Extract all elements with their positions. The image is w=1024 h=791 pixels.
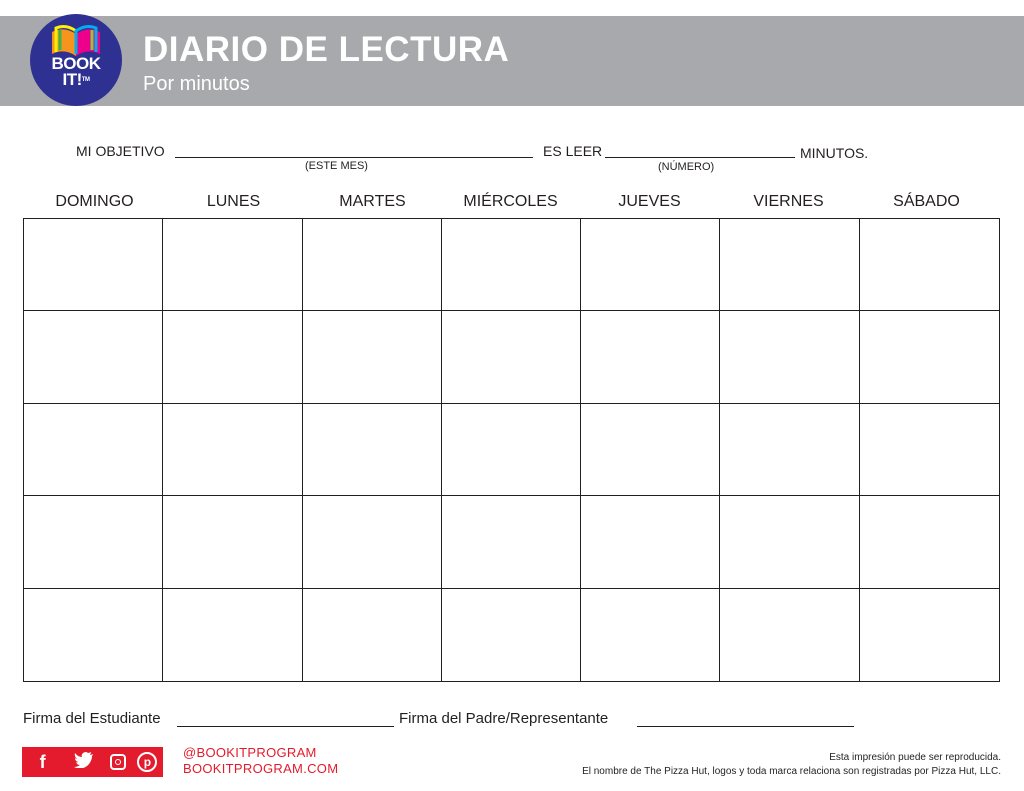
log-cell[interactable] <box>303 589 442 681</box>
legal-reproduction-note: Esta impresión puede ser reproducida. <box>829 752 1001 763</box>
log-cell[interactable] <box>720 496 859 588</box>
day-header-jueves: JUEVES <box>618 193 681 210</box>
log-cell[interactable] <box>442 311 581 403</box>
student-signature-line[interactable] <box>177 726 394 727</box>
day-header-lunes: LUNES <box>206 193 261 210</box>
goal-month-line[interactable] <box>175 157 533 158</box>
goal-number-line[interactable] <box>605 157 795 158</box>
facebook-icon[interactable]: f <box>39 751 46 772</box>
log-cell[interactable] <box>581 496 720 588</box>
log-cell[interactable] <box>163 219 302 311</box>
log-cell[interactable] <box>163 311 302 403</box>
log-cell[interactable] <box>303 404 442 496</box>
log-cell[interactable] <box>720 404 859 496</box>
book-it-logo <box>30 14 122 106</box>
log-cell[interactable] <box>303 311 442 403</box>
log-cell[interactable] <box>860 589 999 681</box>
log-cell[interactable] <box>720 311 859 403</box>
parent-signature-line[interactable] <box>637 726 854 727</box>
month-hint: (ESTE MES) <box>305 160 368 172</box>
read-label: ES LEER <box>543 143 603 159</box>
student-signature-label: Firma del Estudiante <box>23 710 161 727</box>
instagram-icon[interactable] <box>110 754 126 770</box>
parent-signature-label: Firma del Padre/Representante <box>399 710 609 727</box>
log-cell[interactable] <box>163 496 302 588</box>
log-cell[interactable] <box>24 589 163 681</box>
website-link[interactable]: BOOKITPROGRAM.COM <box>183 761 339 776</box>
log-cell[interactable] <box>442 404 581 496</box>
log-cell[interactable] <box>303 496 442 588</box>
goal-label: MI OBJETIVO <box>76 143 165 159</box>
minutes-label: MINUTOS. <box>800 145 869 161</box>
log-cell[interactable] <box>581 404 720 496</box>
logo-wordmark: BOOK IT!™ <box>51 54 101 89</box>
page-subtitle: Por minutos <box>143 73 250 95</box>
log-cell[interactable] <box>581 219 720 311</box>
log-cell[interactable] <box>303 219 442 311</box>
log-cell[interactable] <box>860 496 999 588</box>
log-cell[interactable] <box>442 496 581 588</box>
social-bar <box>22 747 163 777</box>
log-cell[interactable] <box>860 311 999 403</box>
log-cell[interactable] <box>24 311 163 403</box>
log-cell[interactable] <box>24 404 163 496</box>
log-cell[interactable] <box>163 589 302 681</box>
log-cell[interactable] <box>442 589 581 681</box>
log-cell[interactable] <box>24 496 163 588</box>
log-cell[interactable] <box>581 311 720 403</box>
twitter-icon[interactable] <box>69 752 99 773</box>
day-header-domingo: DOMINGO <box>55 193 134 210</box>
day-header-viernes: VIERNES <box>753 193 824 210</box>
day-header-martes: MARTES <box>339 193 406 210</box>
log-cell[interactable] <box>860 219 999 311</box>
page-title: DIARIO DE LECTURA <box>143 30 510 69</box>
log-cell[interactable] <box>720 589 859 681</box>
log-cell[interactable] <box>442 219 581 311</box>
pinterest-icon[interactable]: p <box>137 752 157 772</box>
reading-log-grid <box>23 218 1000 682</box>
log-cell[interactable] <box>860 404 999 496</box>
number-hint: (NÚMERO) <box>658 161 715 173</box>
log-cell[interactable] <box>163 404 302 496</box>
log-cell[interactable] <box>720 219 859 311</box>
log-cell[interactable] <box>24 219 163 311</box>
day-header-miercoles: MIÉRCOLES <box>463 193 558 210</box>
social-handle-link[interactable]: @BOOKITPROGRAM <box>183 745 317 760</box>
log-cell[interactable] <box>581 589 720 681</box>
day-header-sabado: SÁBADO <box>893 193 960 210</box>
legal-trademark-note: El nombre de The Pizza Hut, logos y toda marca relaciona son registradas por Pizza Hut, LLC. <box>582 766 1001 777</box>
